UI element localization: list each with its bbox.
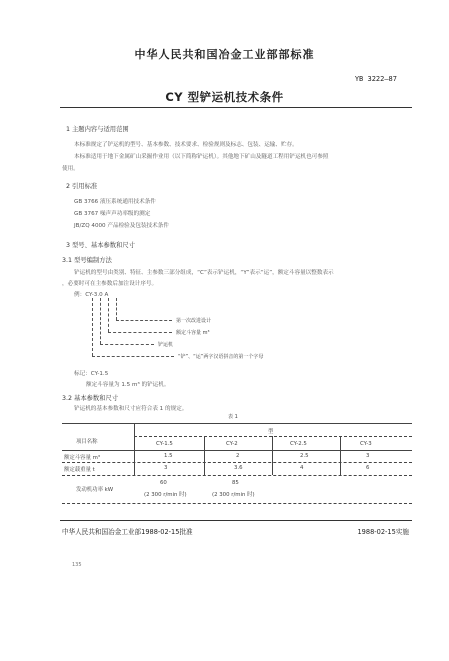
table-row-1-label: 额定斗容量 m³ (64, 455, 101, 461)
model-example: 例：CY-3.0 A (74, 292, 109, 298)
footer-rule (60, 520, 412, 521)
table-top-border (62, 423, 412, 424)
section-3-2-heading: 3.2 基本参数和尺寸 (62, 395, 119, 402)
section-3-1-heading: 3.1 型号编制方法 (62, 257, 112, 264)
table-row-2-label: 额定载重量 t (64, 467, 95, 473)
table-v-4 (340, 436, 341, 475)
table-row-2-c3: 4 (300, 465, 304, 471)
legend-improvement: 第一次改进设计 (176, 318, 212, 324)
table-v-2 (204, 436, 205, 475)
table-v-3 (272, 436, 273, 475)
reference-standard-1: GB 3766 液压系统通用技术条件 (74, 199, 156, 205)
table-engine-power-c2-sub: (2 300 r/min 时) (212, 492, 255, 498)
table-row-2-c1: 3 (164, 465, 168, 471)
table-column-group: 型 (268, 429, 274, 435)
diagram-h-1 (116, 320, 172, 321)
diagram-leader-2 (100, 298, 101, 344)
legend-machine: 铲运机 (158, 342, 174, 348)
table-header-rule (62, 450, 412, 451)
legend-capacity: 额定斗容量 m³ (176, 330, 210, 336)
section-3-1-paragraph-line-2: ，必要时可在主参数后加注设计序号。 (62, 281, 158, 287)
diagram-h-3 (100, 344, 154, 345)
table-row-1-c2: 2 (236, 453, 240, 459)
table-row-1-c4: 3 (366, 453, 370, 459)
marking-description: 额定斗容量为 1.5 m³ 的铲运机。 (86, 382, 170, 388)
section-1-paragraph-line-2: 本标准适用于地下金属矿山采掘作业用（以下简称铲运机）。其他地下矿山及隧道工程用铲运机也可参照 (74, 154, 329, 160)
section-1-paragraph-line-1: 本标准规定了铲运机的型号、基本参数、技术要求、检验规则及标志、包装、运输、贮存。 (74, 142, 298, 148)
table-row-2-c4: 6 (366, 465, 370, 471)
table-engine-power-c2: 85 (232, 480, 239, 486)
table-row-1-c1: 1.5 (164, 453, 173, 459)
reference-standard-2: GB 3767 噪声声功率级的测定 (74, 211, 151, 217)
table-group-rule (134, 436, 412, 437)
section-2-heading: 2 引用标准 (66, 183, 98, 190)
diagram-leader-3 (108, 298, 109, 332)
section-1-heading: 1 主题内容与适用范围 (66, 126, 129, 133)
title-rule (60, 107, 412, 108)
section-3-1-paragraph-line-1: 铲运机的型号由类别、特征、主参数三部分组成，“C”表示铲运机，“Y”表示“运”，额定斗容量以整数表示 (74, 270, 334, 276)
table-v-1 (134, 423, 135, 475)
table-engine-power-label: 发动机功率 kW (76, 487, 114, 493)
section-3-2-paragraph: 铲运机的基本参数和尺寸应符合表 1 的规定。 (74, 406, 188, 412)
diagram-leader-1 (92, 298, 93, 356)
section-3-heading: 3 型号、基本参数和尺寸 (66, 242, 135, 249)
table-header-cy3: CY-3 (360, 441, 372, 447)
table-header-cy2: CY-2 (226, 441, 238, 447)
diagram-h-2 (108, 332, 172, 333)
table-row-2-c2: 3.6 (234, 465, 243, 471)
table-row-1-c3: 2.5 (300, 453, 309, 459)
table-header-cy25: CY-2.5 (290, 441, 307, 447)
table-engine-power-c1-sub: (2 300 r/min 时) (144, 492, 187, 498)
reference-standard-3: JB/ZQ 4000 产品检验及包装技术条件 (74, 223, 169, 229)
standard-number: YB 3222—87 (354, 75, 397, 83)
diagram-h-4 (92, 356, 174, 357)
document-title: CY 型铲运机技术条件 (165, 90, 284, 104)
approval-line: 中华人民共和国冶金工业部1988-02-15批准 (62, 528, 193, 536)
table-bottom-dashed (62, 503, 412, 504)
marking-example: 标记：CY-1.5 (74, 371, 109, 377)
table-engine-power-c1: 60 (160, 480, 167, 486)
table-row-rule (62, 462, 412, 463)
section-1-paragraph-line-3: 使用。 (62, 166, 79, 172)
table-header-cy15: CY-1.5 (156, 441, 173, 447)
diagram-leader-4 (116, 298, 117, 320)
page-number: 135 (72, 562, 82, 568)
legend-pinyin: “铲”、“运”两字汉语拼音的第一个字母 (178, 354, 264, 360)
effective-date: 1988-02-15实施 (357, 528, 409, 536)
table-caption: 表 1 (228, 414, 238, 420)
table-header-item: 项目名称 (76, 439, 98, 445)
table-row-rule-2 (62, 475, 412, 476)
standard-issuer-title: 中华人民共和国冶金工业部部标准 (134, 48, 315, 61)
